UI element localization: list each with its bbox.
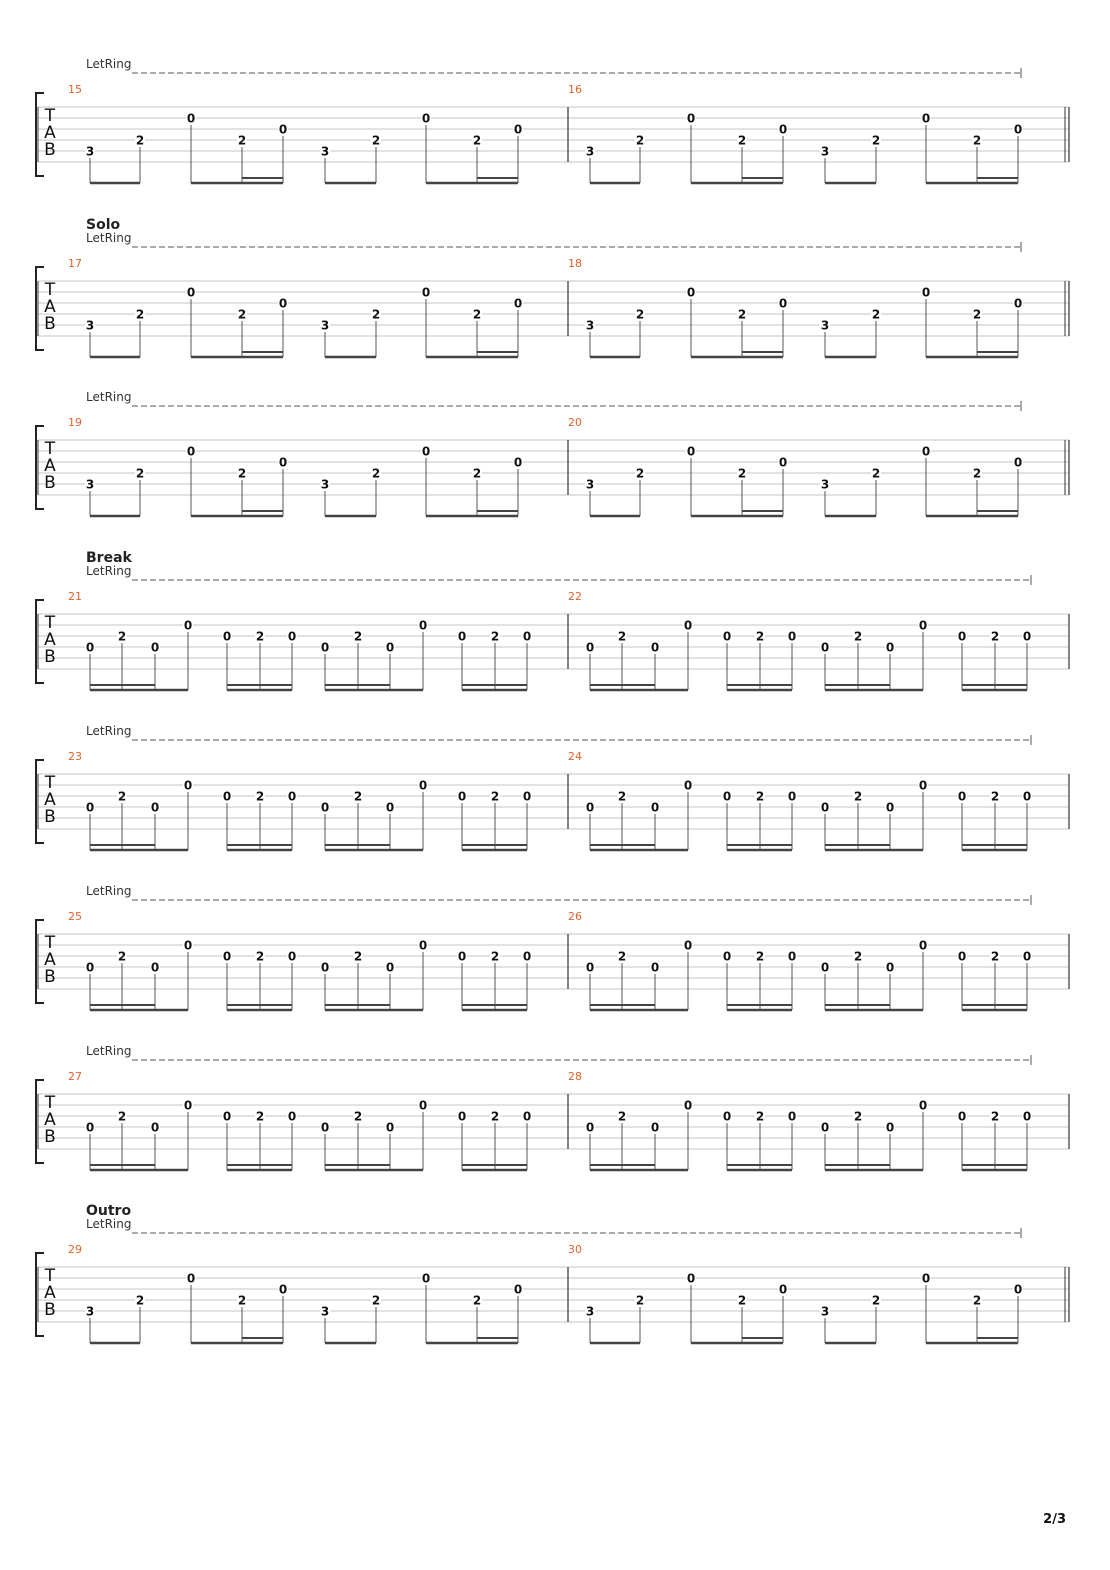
section-label: Solo [86, 217, 121, 233]
fret-number: 2 [472, 133, 482, 148]
fret-number: 0 [522, 1109, 532, 1124]
system-bracket [36, 760, 44, 843]
fret-number: 0 [385, 640, 395, 655]
fret-number: 2 [635, 133, 645, 148]
tab-clef-letter: B [44, 140, 56, 160]
fret-number: 2 [135, 307, 145, 322]
fret-number: 0 [418, 618, 428, 633]
fret-number: 2 [490, 629, 500, 644]
fret-number: 0 [778, 296, 788, 311]
fret-number: 0 [1022, 789, 1032, 804]
fret-number: 0 [186, 1271, 196, 1286]
fret-number: 0 [85, 640, 95, 655]
fret-number: 3 [585, 1304, 595, 1319]
fret-number: 2 [353, 629, 363, 644]
let-ring-label: LetRing [86, 1044, 132, 1058]
let-ring-label: LetRing [86, 564, 132, 578]
fret-number: 2 [237, 307, 247, 322]
fret-number: 2 [371, 1293, 381, 1308]
fret-number: 0 [457, 629, 467, 644]
let-ring-label: LetRing [86, 884, 132, 898]
fret-number: 0 [921, 285, 931, 300]
fret-number: 0 [85, 800, 95, 815]
fret-number: 2 [617, 629, 627, 644]
fret-number: 0 [683, 618, 693, 633]
fret-number: 0 [278, 296, 288, 311]
fret-number: 2 [117, 1109, 127, 1124]
fret-number: 2 [617, 949, 627, 964]
fret-number: 2 [755, 949, 765, 964]
fret-number: 3 [85, 144, 95, 159]
fret-number: 0 [513, 296, 523, 311]
measure-number: 18 [568, 257, 582, 270]
fret-number: 2 [371, 307, 381, 322]
fret-number: 2 [117, 789, 127, 804]
fret-number: 0 [650, 800, 660, 815]
fret-number: 2 [871, 307, 881, 322]
fret-number: 2 [990, 629, 1000, 644]
tab-clef-letter: T [44, 1266, 56, 1286]
fret-number: 0 [683, 1098, 693, 1113]
fret-number: 0 [957, 1109, 967, 1124]
system-bracket [36, 920, 44, 1003]
fret-number: 0 [183, 938, 193, 953]
fret-number: 2 [472, 1293, 482, 1308]
fret-number: 0 [820, 1120, 830, 1135]
fret-number: 0 [287, 1109, 297, 1124]
fret-number: 3 [85, 1304, 95, 1319]
fret-number: 2 [255, 789, 265, 804]
fret-number: 0 [1022, 629, 1032, 644]
fret-number: 2 [255, 629, 265, 644]
fret-number: 0 [522, 789, 532, 804]
system-bracket [36, 1253, 44, 1336]
fret-number: 0 [918, 938, 928, 953]
fret-number: 0 [183, 778, 193, 793]
fret-number: 3 [320, 1304, 330, 1319]
page-number: 2/3 [1043, 1512, 1066, 1527]
tab-clef-letter: T [44, 773, 56, 793]
fret-number: 2 [237, 133, 247, 148]
tab-clef-letter: T [44, 280, 56, 300]
measure-number: 22 [568, 590, 582, 603]
fret-number: 0 [320, 960, 330, 975]
measure-number: 30 [568, 1243, 582, 1256]
fret-number: 0 [522, 629, 532, 644]
fret-number: 2 [490, 1109, 500, 1124]
fret-number: 0 [186, 285, 196, 300]
fret-number: 2 [255, 949, 265, 964]
fret-number: 0 [918, 778, 928, 793]
fret-number: 3 [820, 144, 830, 159]
fret-number: 0 [278, 122, 288, 137]
fret-number: 0 [150, 640, 160, 655]
fret-number: 2 [871, 1293, 881, 1308]
fret-number: 0 [683, 938, 693, 953]
fret-number: 0 [421, 111, 431, 126]
fret-number: 3 [820, 477, 830, 492]
fret-number: 0 [522, 949, 532, 964]
fret-number: 0 [686, 1271, 696, 1286]
fret-number: 2 [490, 949, 500, 964]
fret-number: 0 [418, 778, 428, 793]
fret-number: 2 [135, 1293, 145, 1308]
tab-clef-letter: B [44, 473, 56, 493]
fret-number: 0 [778, 1282, 788, 1297]
fret-number: 0 [921, 444, 931, 459]
fret-number: 0 [1013, 122, 1023, 137]
fret-number: 0 [186, 111, 196, 126]
fret-number: 2 [135, 466, 145, 481]
fret-number: 0 [1022, 949, 1032, 964]
fret-number: 0 [650, 640, 660, 655]
fret-number: 0 [820, 800, 830, 815]
fret-number: 2 [853, 949, 863, 964]
fret-number: 2 [737, 133, 747, 148]
fret-number: 2 [117, 629, 127, 644]
fret-number: 2 [990, 1109, 1000, 1124]
fret-number: 0 [421, 285, 431, 300]
tab-clef-letter: T [44, 439, 56, 459]
fret-number: 0 [385, 800, 395, 815]
fret-number: 3 [320, 318, 330, 333]
fret-number: 2 [472, 466, 482, 481]
fret-number: 0 [722, 1109, 732, 1124]
fret-number: 0 [1013, 455, 1023, 470]
tab-clef-letter: A [44, 1110, 56, 1130]
fret-number: 0 [287, 629, 297, 644]
fret-number: 3 [585, 144, 595, 159]
measure-number: 27 [68, 1070, 82, 1083]
fret-number: 0 [457, 1109, 467, 1124]
measure-number: 17 [68, 257, 82, 270]
fret-number: 0 [287, 789, 297, 804]
measure-number: 20 [568, 416, 582, 429]
tab-clef-letter: A [44, 790, 56, 810]
fret-number: 2 [635, 466, 645, 481]
fret-number: 2 [990, 949, 1000, 964]
fret-number: 2 [972, 1293, 982, 1308]
fret-number: 0 [585, 960, 595, 975]
tab-clef-letter: B [44, 1127, 56, 1147]
measure-number: 24 [568, 750, 582, 763]
fret-number: 0 [418, 938, 428, 953]
fret-number: 0 [918, 1098, 928, 1113]
fret-number: 0 [918, 618, 928, 633]
let-ring-label: LetRing [86, 390, 132, 404]
tab-clef-letter: B [44, 807, 56, 827]
fret-number: 0 [686, 285, 696, 300]
fret-number: 2 [353, 949, 363, 964]
fret-number: 0 [787, 629, 797, 644]
fret-number: 0 [385, 960, 395, 975]
fret-number: 0 [921, 1271, 931, 1286]
fret-number: 0 [885, 1120, 895, 1135]
fret-number: 0 [650, 1120, 660, 1135]
system-bracket [36, 426, 44, 509]
fret-number: 2 [853, 629, 863, 644]
fret-number: 0 [686, 444, 696, 459]
fret-number: 2 [755, 629, 765, 644]
fret-number: 2 [371, 466, 381, 481]
fret-number: 0 [320, 800, 330, 815]
fret-number: 0 [385, 1120, 395, 1135]
fret-number: 3 [820, 1304, 830, 1319]
fret-number: 0 [183, 1098, 193, 1113]
fret-number: 0 [722, 789, 732, 804]
fret-number: 2 [853, 789, 863, 804]
fret-number: 0 [585, 640, 595, 655]
section-label: Break [86, 550, 132, 566]
fret-number: 2 [237, 466, 247, 481]
tab-clef-letter: A [44, 950, 56, 970]
fret-number: 2 [972, 133, 982, 148]
let-ring-label: LetRing [86, 57, 132, 71]
measure-number: 16 [568, 83, 582, 96]
fret-number: 2 [755, 1109, 765, 1124]
fret-number: 0 [150, 800, 160, 815]
tab-clef-letter: B [44, 314, 56, 334]
fret-number: 0 [222, 1109, 232, 1124]
fret-number: 2 [635, 307, 645, 322]
fret-number: 0 [820, 960, 830, 975]
tab-clef-letter: T [44, 106, 56, 126]
measure-number: 26 [568, 910, 582, 923]
fret-number: 0 [278, 1282, 288, 1297]
fret-number: 0 [957, 949, 967, 964]
fret-number: 2 [871, 133, 881, 148]
fret-number: 0 [457, 949, 467, 964]
fret-number: 0 [287, 949, 297, 964]
tab-clef-letter: T [44, 1093, 56, 1113]
fret-number: 0 [787, 789, 797, 804]
system-bracket [36, 600, 44, 683]
fret-number: 0 [183, 618, 193, 633]
tab-clef-letter: T [44, 933, 56, 953]
fret-number: 0 [778, 122, 788, 137]
fret-number: 2 [135, 133, 145, 148]
fret-number: 2 [117, 949, 127, 964]
fret-number: 0 [457, 789, 467, 804]
fret-number: 2 [972, 307, 982, 322]
measure-number: 21 [68, 590, 82, 603]
fret-number: 0 [921, 111, 931, 126]
fret-number: 0 [885, 640, 895, 655]
fret-number: 3 [85, 477, 95, 492]
fret-number: 0 [186, 444, 196, 459]
fret-number: 0 [85, 1120, 95, 1135]
fret-number: 0 [957, 789, 967, 804]
measure-number: 28 [568, 1070, 582, 1083]
let-ring-label: LetRing [86, 724, 132, 738]
tab-clef-letter: A [44, 630, 56, 650]
fret-number: 0 [787, 949, 797, 964]
fret-number: 0 [150, 1120, 160, 1135]
fret-number: 0 [683, 778, 693, 793]
fret-number: 3 [585, 477, 595, 492]
fret-number: 2 [617, 1109, 627, 1124]
fret-number: 2 [990, 789, 1000, 804]
fret-number: 0 [722, 949, 732, 964]
fret-number: 3 [320, 144, 330, 159]
fret-number: 0 [222, 949, 232, 964]
fret-number: 0 [150, 960, 160, 975]
fret-number: 0 [320, 640, 330, 655]
tab-clef-letter: B [44, 647, 56, 667]
tab-clef-letter: A [44, 123, 56, 143]
tab-clef-letter: A [44, 456, 56, 476]
fret-number: 0 [320, 1120, 330, 1135]
fret-number: 0 [820, 640, 830, 655]
fret-number: 0 [421, 444, 431, 459]
fret-number: 3 [85, 318, 95, 333]
fret-number: 0 [585, 800, 595, 815]
fret-number: 3 [585, 318, 595, 333]
fret-number: 0 [513, 122, 523, 137]
tab-clef-letter: A [44, 1283, 56, 1303]
fret-number: 2 [371, 133, 381, 148]
fret-number: 0 [686, 111, 696, 126]
fret-number: 0 [722, 629, 732, 644]
fret-number: 0 [278, 455, 288, 470]
fret-number: 0 [787, 1109, 797, 1124]
fret-number: 2 [617, 789, 627, 804]
fret-number: 2 [353, 1109, 363, 1124]
fret-number: 0 [85, 960, 95, 975]
fret-number: 2 [635, 1293, 645, 1308]
fret-number: 3 [320, 477, 330, 492]
section-label: Outro [86, 1203, 132, 1219]
measure-number: 25 [68, 910, 82, 923]
fret-number: 0 [513, 455, 523, 470]
fret-number: 0 [778, 455, 788, 470]
fret-number: 0 [222, 629, 232, 644]
fret-number: 3 [820, 318, 830, 333]
fret-number: 0 [1013, 296, 1023, 311]
system-bracket [36, 267, 44, 350]
tab-clef-letter: T [44, 613, 56, 633]
fret-number: 0 [650, 960, 660, 975]
fret-number: 2 [737, 1293, 747, 1308]
fret-number: 2 [853, 1109, 863, 1124]
fret-number: 0 [885, 960, 895, 975]
fret-number: 0 [957, 629, 967, 644]
fret-number: 2 [472, 307, 482, 322]
fret-number: 0 [421, 1271, 431, 1286]
fret-number: 2 [972, 466, 982, 481]
fret-number: 2 [737, 307, 747, 322]
let-ring-label: LetRing [86, 231, 132, 245]
fret-number: 0 [418, 1098, 428, 1113]
fret-number: 0 [885, 800, 895, 815]
fret-number: 0 [222, 789, 232, 804]
fret-number: 0 [585, 1120, 595, 1135]
fret-number: 0 [1013, 1282, 1023, 1297]
fret-number: 2 [237, 1293, 247, 1308]
tab-clef-letter: B [44, 967, 56, 987]
tab-clef-letter: B [44, 1300, 56, 1320]
measure-number: 19 [68, 416, 82, 429]
fret-number: 2 [255, 1109, 265, 1124]
fret-number: 0 [1022, 1109, 1032, 1124]
fret-number: 0 [513, 1282, 523, 1297]
measure-number: 23 [68, 750, 82, 763]
system-bracket [36, 93, 44, 176]
system-bracket [36, 1080, 44, 1163]
measure-number: 15 [68, 83, 82, 96]
fret-number: 2 [353, 789, 363, 804]
let-ring-label: LetRing [86, 1217, 132, 1231]
fret-number: 2 [737, 466, 747, 481]
fret-number: 2 [755, 789, 765, 804]
fret-number: 2 [490, 789, 500, 804]
fret-number: 2 [871, 466, 881, 481]
measure-number: 29 [68, 1243, 82, 1256]
tab-clef-letter: A [44, 297, 56, 317]
